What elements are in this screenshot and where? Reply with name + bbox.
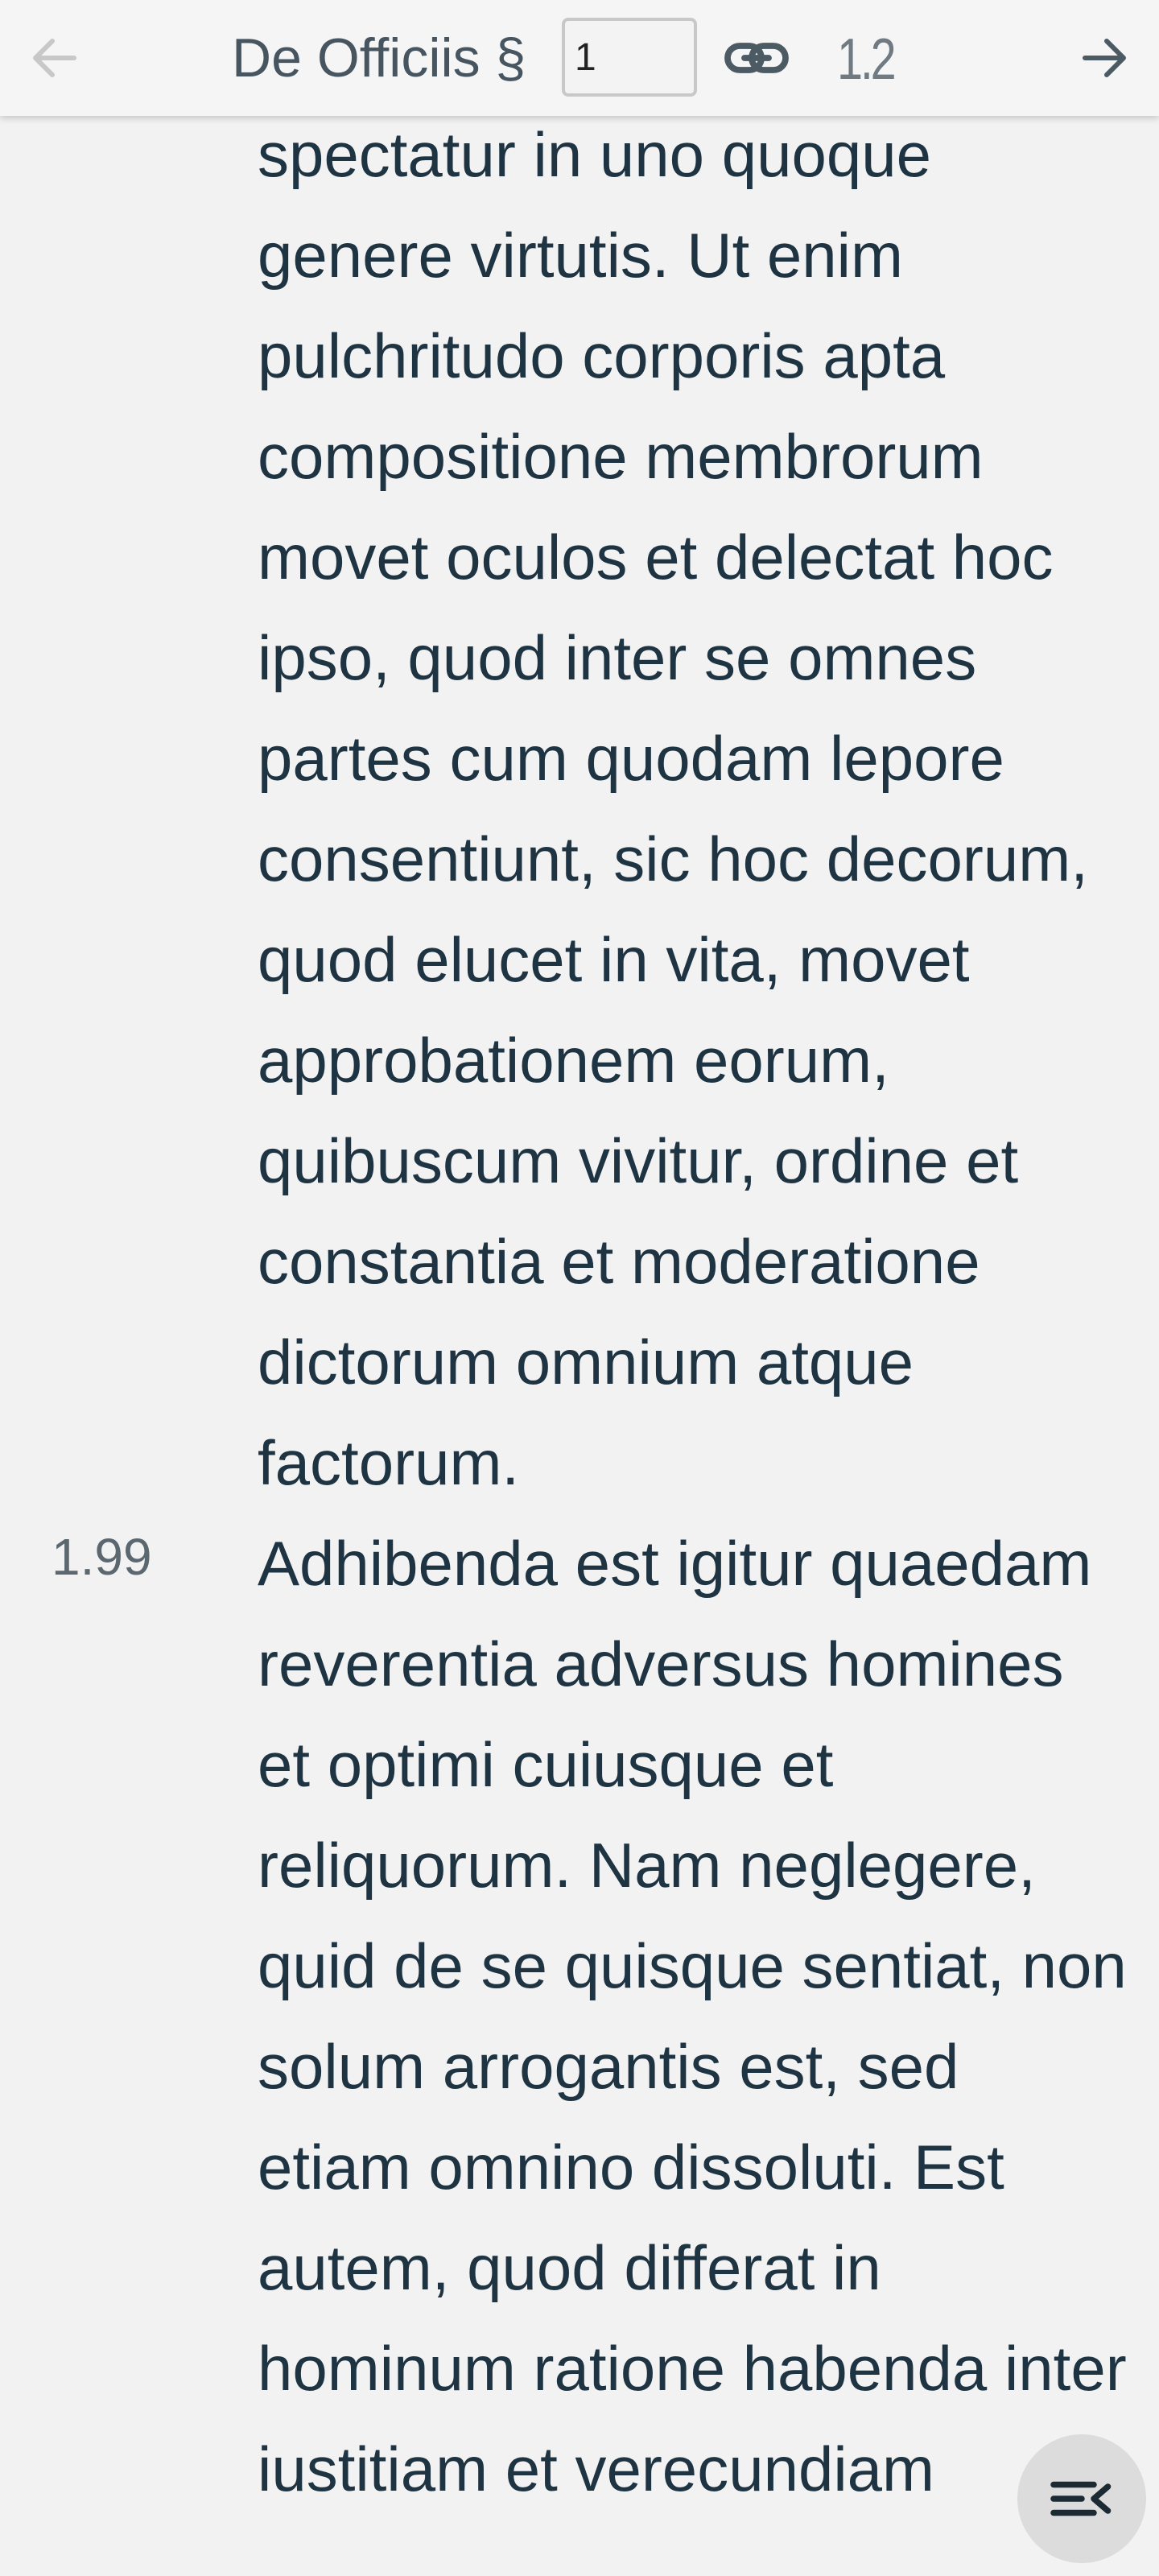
next-button[interactable]: [1069, 23, 1140, 93]
arrow-left-icon: [26, 29, 84, 87]
arrow-right-icon: [1075, 29, 1133, 87]
section-input[interactable]: [562, 18, 697, 97]
paragraph: [0, 1513, 1159, 2520]
paragraph-number: 1.99: [52, 1528, 152, 1586]
link-button[interactable]: [716, 24, 797, 92]
page-title: De Officiis §: [232, 27, 526, 89]
paragraph-text: spectatur in uno quoque genere virtutis. Ut enim pulchritudo corporis apta compositione membrorum movet oculos et delectat hoc ipso, quod inter se omnes partes cum quodam lepore consentiunt, sic hoc decorum, quod elucet in vita, movet approbationem eorum, quibuscum vivitur, ordine et constantia et moderatione dictorum omnium atque factorum.: [258, 119, 1088, 1498]
version-number: 1.2: [837, 27, 894, 92]
link-icon: [723, 34, 790, 82]
menu-collapse-icon: [1050, 2475, 1114, 2523]
menu-collapse-button[interactable]: [1017, 2434, 1146, 2563]
top-toolbar: [0, 0, 1159, 116]
reader-content: [0, 105, 1159, 2520]
previous-button[interactable]: [19, 23, 90, 93]
paragraph: [0, 105, 1159, 1513]
paragraph-text: Adhibenda est igitur quaedam reverentia adversus homines et optimi cuiusque et reliquorum. Nam neglegere, quid de se quisque sentiat, non solum arrogantis est, sed etiam omnino dissoluti. Est autem, quod differat in hominum ratione habenda inter iustitiam et verecundiam: [258, 1528, 1127, 2504]
